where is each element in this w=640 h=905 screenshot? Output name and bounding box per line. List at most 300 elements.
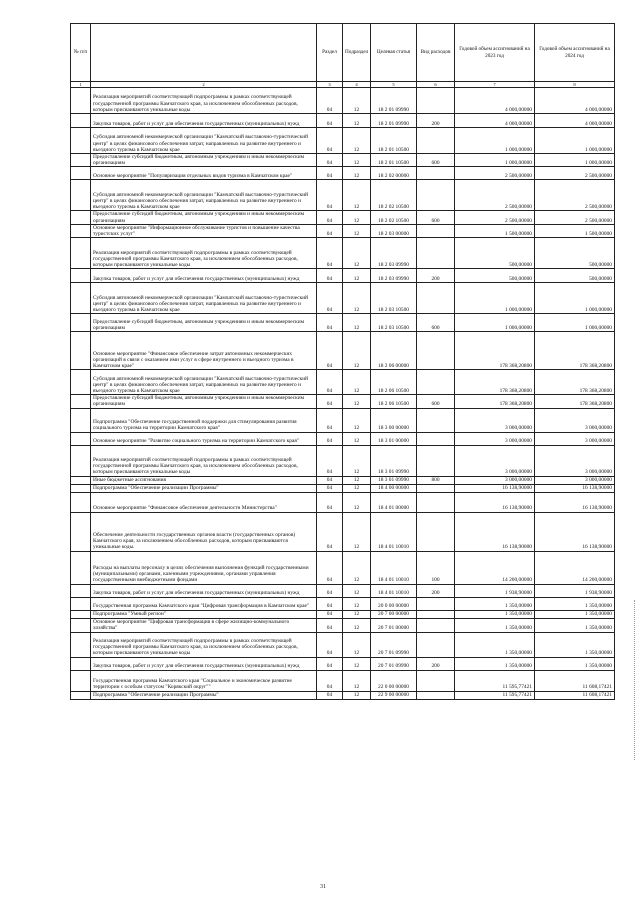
cell-num — [71, 180, 91, 211]
cell-podrazdel: 12 — [343, 445, 371, 476]
cell-2023: 2 500,00000 — [455, 211, 535, 224]
cell-2024: 2 500,00000 — [535, 167, 615, 180]
cell-2024: 16 138,90000 — [535, 492, 615, 512]
cell-csr: 20 7 01 09990 — [371, 632, 417, 657]
cell-2024: 14 200,00000 — [535, 551, 615, 584]
table-row — [71, 691, 615, 699]
cell-num — [71, 269, 91, 283]
budget-table — [70, 23, 615, 700]
cell-num — [71, 618, 91, 632]
cell-vr: 800 — [417, 476, 455, 484]
cell-razdel: 04 — [317, 180, 343, 211]
cell-2023: 3 000,00000 — [455, 408, 535, 432]
cell-2023: 4 000,00000 — [455, 88, 535, 114]
cell-podrazdel: 12 — [343, 154, 371, 167]
cell-podrazdel: 12 — [343, 691, 371, 699]
table-row — [71, 332, 615, 370]
cell-2023: 178 368,20800 — [455, 370, 535, 395]
cell-name: Государственная программа Камчатского края "Социальное и экономическое развитие территории с особым статусом "Корякский округ"" — [91, 670, 317, 691]
cell-name: Закупка товаров, работ и услуг для обеспечения государственных (муниципальных) нужд — [91, 584, 317, 597]
cell-num — [71, 597, 91, 610]
cell-name: Подпрограмма "Обеспечение реализации Программы" — [91, 484, 317, 492]
cell-2024: 3 000,00000 — [535, 476, 615, 484]
cell-podrazdel: 12 — [343, 408, 371, 432]
cell-2024: 1 350,00000 — [535, 657, 615, 670]
cell-podrazdel: 12 — [343, 224, 371, 237]
cell-vr — [417, 180, 455, 211]
cell-num — [71, 584, 91, 597]
cell-vr — [417, 512, 455, 551]
table-row — [71, 128, 615, 154]
cell-2023: 1 350,00000 — [455, 618, 535, 632]
cell-podrazdel: 12 — [343, 314, 371, 332]
table-row — [71, 657, 615, 670]
cell-podrazdel: 12 — [343, 180, 371, 211]
cell-csr: 18 2 02 00000 — [371, 167, 417, 180]
cell-razdel: 04 — [317, 618, 343, 632]
cell-2023: 1 000,00000 — [455, 128, 535, 154]
cell-podrazdel: 12 — [343, 657, 371, 670]
cell-num — [71, 492, 91, 512]
cell-razdel: 04 — [317, 224, 343, 237]
page-number: 31 — [320, 884, 326, 890]
cell-podrazdel: 12 — [343, 632, 371, 657]
col-csr-header: Целевая статья — [371, 24, 417, 82]
cell-razdel: 04 — [317, 211, 343, 224]
cell-vr — [417, 332, 455, 370]
cell-podrazdel: 12 — [343, 88, 371, 114]
table-row — [71, 476, 615, 484]
cell-name: Закупка товаров, работ и услуг для обеспечения государственных (муниципальных) нужд — [91, 657, 317, 670]
table-row — [71, 167, 615, 180]
cell-2024: 2 500,00000 — [535, 180, 615, 211]
cell-csr: 18 2 03 10500 — [371, 314, 417, 332]
header-row — [71, 24, 615, 82]
col-podrazdel-header: Подраздел — [343, 24, 371, 82]
cell-2023: 16 138,90000 — [455, 484, 535, 492]
cell-csr: 18 2 02 10500 — [371, 180, 417, 211]
cell-2023: 3 000,00000 — [455, 476, 535, 484]
cell-podrazdel: 12 — [343, 584, 371, 597]
cell-2024: 1 000,00000 — [535, 154, 615, 167]
cell-name: Иные бюджетные ассигнования — [91, 476, 317, 484]
cell-name: Подпрограмма "Умный регион" — [91, 610, 317, 618]
cell-vr — [417, 445, 455, 476]
cell-razdel: 04 — [317, 314, 343, 332]
cell-podrazdel: 12 — [343, 167, 371, 180]
cell-2023: 178 368,20800 — [455, 395, 535, 408]
cell-num — [71, 88, 91, 114]
cell-num — [71, 224, 91, 237]
col-2023-header: Годовой объем ассигнований на 2023 год — [455, 24, 535, 82]
scan-edge-line — [634, 600, 635, 760]
cell-razdel: 04 — [317, 238, 343, 269]
cell-name: Предоставление субсидий бюджетным, автономным учреждениям и иным некоммерческим организациям — [91, 314, 317, 332]
cell-csr: 18 2 01 10500 — [371, 154, 417, 167]
cell-csr: 22 9 00 00000 — [371, 691, 417, 699]
cell-num — [71, 432, 91, 445]
cell-num — [71, 512, 91, 551]
cell-podrazdel: 12 — [343, 283, 371, 314]
cell-2024: 11 608,17421 — [535, 691, 615, 699]
cell-razdel: 04 — [317, 492, 343, 512]
table-row — [71, 610, 615, 618]
cell-2023: 2 500,00000 — [455, 180, 535, 211]
index-cell: 5 — [371, 82, 417, 88]
cell-razdel: 04 — [317, 476, 343, 484]
cell-razdel: 04 — [317, 88, 343, 114]
cell-num — [71, 114, 91, 128]
cell-2023: 178 368,20800 — [455, 332, 535, 370]
cell-2023: 500,00000 — [455, 238, 535, 269]
table-row — [71, 445, 615, 476]
cell-name: Расходы на выплаты персоналу в целях обеспечения выполнения функций государственными (муниципальными) органами, казенными учреждениями, органами управления государственными внебюджетными фондами — [91, 551, 317, 584]
cell-2024: 16 138,90000 — [535, 512, 615, 551]
table-row — [71, 597, 615, 610]
cell-name: Основное мероприятие "Популяризация отдельных видов туризма в Камчатском крае" — [91, 167, 317, 180]
cell-2024: 3 000,00000 — [535, 432, 615, 445]
cell-vr: 600 — [417, 314, 455, 332]
cell-2023: 1 500,00000 — [455, 224, 535, 237]
table-row — [71, 314, 615, 332]
cell-razdel: 04 — [317, 432, 343, 445]
cell-2024: 2 500,00000 — [535, 211, 615, 224]
cell-podrazdel: 12 — [343, 610, 371, 618]
cell-num — [71, 476, 91, 484]
table-row — [71, 224, 615, 237]
cell-podrazdel: 12 — [343, 332, 371, 370]
cell-vr — [417, 492, 455, 512]
cell-name: Подпрограмма "Обеспечение государственной поддержки для стимулирования развития социального туризма на территории Камчатского края" — [91, 408, 317, 432]
cell-csr: 18 3 01 00000 — [371, 432, 417, 445]
cell-razdel: 04 — [317, 584, 343, 597]
cell-name: Основное мероприятие "Финансовое обеспечение деятельности Министерства" — [91, 492, 317, 512]
cell-razdel: 04 — [317, 332, 343, 370]
cell-2024: 4 000,00000 — [535, 114, 615, 128]
cell-csr: 20 7 01 00000 — [371, 618, 417, 632]
col-name-header — [91, 24, 317, 82]
cell-vr: 200 — [417, 114, 455, 128]
cell-2024: 1 500,00000 — [535, 224, 615, 237]
cell-num — [71, 691, 91, 699]
cell-vr — [417, 167, 455, 180]
cell-csr: 18 4 01 10010 — [371, 584, 417, 597]
cell-podrazdel: 12 — [343, 492, 371, 512]
table-row — [71, 618, 615, 632]
cell-name: Государственная программа Камчатского края "Цифровая трансформация в Камчатском крае" — [91, 597, 317, 610]
cell-razdel: 04 — [317, 484, 343, 492]
cell-podrazdel: 12 — [343, 370, 371, 395]
cell-2024: 1 350,00000 — [535, 632, 615, 657]
cell-razdel: 04 — [317, 395, 343, 408]
cell-2024: 1 350,00000 — [535, 618, 615, 632]
cell-csr: 20 0 00 00000 — [371, 597, 417, 610]
cell-csr: 18 3 01 09990 — [371, 445, 417, 476]
cell-razdel: 04 — [317, 632, 343, 657]
cell-vr — [417, 88, 455, 114]
cell-name: Предоставление субсидий бюджетным, автономным учреждениям и иным некоммерческим организациям — [91, 395, 317, 408]
cell-csr: 18 2 06 10500 — [371, 395, 417, 408]
cell-num — [71, 395, 91, 408]
cell-2023: 500,00000 — [455, 269, 535, 283]
cell-name: Субсидия автономной некоммерческой организации "Камчатский выставочно-туристический центр" в целях финансового обеспечения затрат, направленных на развитие внутреннего и въездного туризма в Камчатском крае — [91, 370, 317, 395]
cell-2024: 1 000,00000 — [535, 314, 615, 332]
cell-podrazdel: 12 — [343, 128, 371, 154]
cell-2023: 1 938,90000 — [455, 584, 535, 597]
cell-num — [71, 632, 91, 657]
table-body — [71, 88, 615, 700]
cell-csr: 18 4 00 00000 — [371, 484, 417, 492]
cell-csr: 18 2 01 09990 — [371, 88, 417, 114]
cell-podrazdel: 12 — [343, 395, 371, 408]
cell-podrazdel: 12 — [343, 597, 371, 610]
cell-2023: 1 350,00000 — [455, 597, 535, 610]
cell-podrazdel: 12 — [343, 551, 371, 584]
cell-2024: 1 350,00000 — [535, 610, 615, 618]
cell-name: Реализация мероприятий соответствующей подпрограммы в рамках соответствующей государственной программы Камчатского края, за исключением обособленных расходов, которым присваиваются уникальные коды — [91, 632, 317, 657]
cell-podrazdel: 12 — [343, 618, 371, 632]
cell-csr: 18 4 01 00000 — [371, 492, 417, 512]
cell-2023: 11 595,77421 — [455, 670, 535, 691]
table-row — [71, 154, 615, 167]
cell-razdel: 04 — [317, 551, 343, 584]
table-row — [71, 512, 615, 551]
cell-vr — [417, 238, 455, 269]
cell-num — [71, 314, 91, 332]
cell-2024: 3 000,00000 — [535, 445, 615, 476]
cell-num — [71, 484, 91, 492]
cell-2024: 500,00000 — [535, 238, 615, 269]
cell-razdel: 04 — [317, 691, 343, 699]
cell-csr: 22 0 00 00000 — [371, 670, 417, 691]
cell-num — [71, 238, 91, 269]
cell-name: Подпрограмма "Обеспечение реализации Программы" — [91, 691, 317, 699]
cell-2023: 1 350,00000 — [455, 610, 535, 618]
cell-2024: 3 000,00000 — [535, 408, 615, 432]
cell-name: Субсидия автономной некоммерческой организации "Камчатский выставочно-туристический центр" в целях финансового обеспечения затрат, направленных на развитие внутреннего и въездного туризма в Камчатском крае — [91, 180, 317, 211]
table-row — [71, 670, 615, 691]
cell-razdel: 04 — [317, 512, 343, 551]
table-row — [71, 180, 615, 211]
table-row — [71, 492, 615, 512]
table-row — [71, 432, 615, 445]
cell-csr: 18 2 02 10500 — [371, 211, 417, 224]
cell-2023: 16 138,90000 — [455, 492, 535, 512]
cell-vr: 100 — [417, 551, 455, 584]
cell-2024: 4 000,00000 — [535, 88, 615, 114]
index-cell: 3 — [317, 82, 343, 88]
cell-vr: 600 — [417, 154, 455, 167]
cell-csr: 18 4 01 10010 — [371, 512, 417, 551]
table-row — [71, 114, 615, 128]
cell-vr — [417, 224, 455, 237]
cell-vr: 200 — [417, 657, 455, 670]
index-cell: 2 — [91, 82, 317, 88]
cell-podrazdel: 12 — [343, 114, 371, 128]
cell-razdel: 04 — [317, 269, 343, 283]
cell-2023: 1 350,00000 — [455, 632, 535, 657]
cell-2023: 14 200,00000 — [455, 551, 535, 584]
cell-vr — [417, 484, 455, 492]
cell-name: Субсидия автономной некоммерческой организации "Камчатский выставочно-туристический центр" в целях финансового обеспечения затрат, направленных на развитие внутреннего и въездного туризма в Камчатском крае — [91, 128, 317, 154]
cell-razdel: 04 — [317, 128, 343, 154]
index-cell: 1 — [71, 82, 91, 88]
cell-num — [71, 128, 91, 154]
table-row — [71, 283, 615, 314]
table-row — [71, 238, 615, 269]
col-num-header: № п/п — [71, 24, 91, 82]
cell-name: Субсидия автономной некоммерческой организации "Камчатский выставочно-туристический центр" в целях финансового обеспечения затрат, направленных на развитие внутреннего и въездного туризма в Камчатском крае — [91, 283, 317, 314]
cell-vr: 200 — [417, 269, 455, 283]
table-row — [71, 370, 615, 395]
cell-vr — [417, 408, 455, 432]
cell-num — [71, 370, 91, 395]
cell-vr — [417, 597, 455, 610]
cell-2023: 1 350,00000 — [455, 657, 535, 670]
cell-csr: 18 3 00 00000 — [371, 408, 417, 432]
cell-name: Основное мероприятие "Развитие социального туризма на территории Камчатского края" — [91, 432, 317, 445]
col-razdel-header: Раздел — [317, 24, 343, 82]
cell-num — [71, 657, 91, 670]
cell-vr: 200 — [417, 584, 455, 597]
cell-vr — [417, 283, 455, 314]
cell-2023: 3 000,00000 — [455, 432, 535, 445]
cell-razdel: 04 — [317, 445, 343, 476]
index-cell: 7 — [455, 82, 535, 88]
col-vr-header: Вид расходов — [417, 24, 455, 82]
cell-podrazdel: 12 — [343, 211, 371, 224]
cell-razdel: 04 — [317, 670, 343, 691]
cell-2024: 178 368,20800 — [535, 332, 615, 370]
cell-csr: 18 2 03 10500 — [371, 283, 417, 314]
cell-2024: 1 350,00000 — [535, 597, 615, 610]
cell-2024: 500,00000 — [535, 269, 615, 283]
cell-2024: 11 608,17421 — [535, 670, 615, 691]
cell-num — [71, 283, 91, 314]
cell-podrazdel: 12 — [343, 269, 371, 283]
table-row — [71, 584, 615, 597]
cell-podrazdel: 12 — [343, 670, 371, 691]
cell-num — [71, 211, 91, 224]
cell-num — [71, 670, 91, 691]
cell-csr: 18 4 01 10010 — [371, 551, 417, 584]
cell-name: Реализация мероприятий соответствующей подпрограммы в рамках соответствующей государственной программы Камчатского края, за исключением обособленных расходов, которым присваиваются уникальные коды — [91, 238, 317, 269]
cell-2024: 1 938,90000 — [535, 584, 615, 597]
cell-2024: 1 000,00000 — [535, 128, 615, 154]
index-cell: 6 — [417, 82, 455, 88]
cell-name: Основное мероприятие "Информационное обслуживание туристов и повышение качества туристских услуг" — [91, 224, 317, 237]
cell-vr — [417, 618, 455, 632]
table-row — [71, 484, 615, 492]
index-cell: 8 — [535, 82, 615, 88]
table-row — [71, 632, 615, 657]
cell-csr: 18 2 03 00000 — [371, 224, 417, 237]
cell-vr — [417, 128, 455, 154]
cell-csr: 20 7 00 00000 — [371, 610, 417, 618]
cell-podrazdel: 12 — [343, 512, 371, 551]
cell-csr: 18 2 03 09990 — [371, 269, 417, 283]
cell-name: Закупка товаров, работ и услуг для обеспечения государственных (муниципальных) нужд — [91, 269, 317, 283]
cell-razdel: 04 — [317, 408, 343, 432]
table-row — [71, 395, 615, 408]
cell-razdel: 04 — [317, 370, 343, 395]
cell-num — [71, 610, 91, 618]
cell-name: Закупка товаров, работ и услуг для обеспечения государственных (муниципальных) нужд — [91, 114, 317, 128]
cell-razdel: 04 — [317, 283, 343, 314]
table-row — [71, 408, 615, 432]
cell-vr — [417, 632, 455, 657]
cell-vr — [417, 691, 455, 699]
cell-csr: 18 2 01 09990 — [371, 114, 417, 128]
cell-num — [71, 332, 91, 370]
cell-razdel: 04 — [317, 610, 343, 618]
cell-podrazdel: 12 — [343, 238, 371, 269]
cell-razdel: 04 — [317, 114, 343, 128]
cell-2023: 16 138,90000 — [455, 512, 535, 551]
cell-vr — [417, 432, 455, 445]
cell-2023: 4 000,00000 — [455, 114, 535, 128]
cell-name: Реализация мероприятий соответствующей подпрограммы в рамках соответствующей государственной программы Камчатского края, за исключением обособленных расходов, которым присваиваются уникальные коды — [91, 88, 317, 114]
cell-name: Предоставление субсидий бюджетным, автономным учреждениям и иным некоммерческим организациям — [91, 154, 317, 167]
cell-2024: 16 138,90000 — [535, 484, 615, 492]
cell-podrazdel: 12 — [343, 432, 371, 445]
cell-name: Основное мероприятие "Цифровая трансформация в сфере жилищно-коммунального хозяйства" — [91, 618, 317, 632]
cell-2023: 11 595,77421 — [455, 691, 535, 699]
cell-2024: 178 368,20800 — [535, 395, 615, 408]
cell-num — [71, 167, 91, 180]
col-2024-header: Годовой объем ассигнований на 2024 год — [535, 24, 615, 82]
table-row — [71, 551, 615, 584]
cell-2023: 3 000,00000 — [455, 445, 535, 476]
cell-name: Реализация мероприятий соответствующей подпрограммы в рамках соответствующей государственной программы Камчатского края, за исключением обособленных расходов, которым присваиваются уникальные коды — [91, 445, 317, 476]
cell-2023: 1 000,00000 — [455, 314, 535, 332]
cell-vr: 600 — [417, 211, 455, 224]
cell-csr: 18 2 03 09990 — [371, 238, 417, 269]
cell-vr — [417, 370, 455, 395]
cell-num — [71, 445, 91, 476]
cell-razdel: 04 — [317, 167, 343, 180]
cell-2024: 1 000,00000 — [535, 283, 615, 314]
cell-vr — [417, 610, 455, 618]
cell-name: Обеспечение деятельности государственных органов власти (государственных органов) Камчатского края, за исключением обособленных расходов, которым присваиваются уникальные коды. — [91, 512, 317, 551]
cell-csr: 18 2 01 10500 — [371, 128, 417, 154]
cell-razdel: 04 — [317, 657, 343, 670]
cell-vr: 600 — [417, 395, 455, 408]
cell-podrazdel: 12 — [343, 476, 371, 484]
cell-razdel: 04 — [317, 154, 343, 167]
cell-csr: 18 2 06 00000 — [371, 332, 417, 370]
table-row — [71, 269, 615, 283]
cell-2023: 1 000,00000 — [455, 154, 535, 167]
cell-podrazdel: 12 — [343, 484, 371, 492]
cell-name: Предоставление субсидий бюджетным, автономным учреждениям и иным некоммерческим организациям — [91, 211, 317, 224]
cell-csr: 20 7 01 09990 — [371, 657, 417, 670]
cell-csr: 18 3 01 09990 — [371, 476, 417, 484]
cell-name: Основное мероприятие "Финансовое обеспечение затрат автономных некоммерческих организаций в связи с оказанием ими услуг в сфере внутреннего и въездного туризма в Камчатском крае" — [91, 332, 317, 370]
cell-2023: 1 000,00000 — [455, 283, 535, 314]
table-row — [71, 88, 615, 114]
index-cell: 4 — [343, 82, 371, 88]
cell-vr — [417, 670, 455, 691]
cell-razdel: 04 — [317, 597, 343, 610]
cell-csr: 18 2 06 10500 — [371, 370, 417, 395]
cell-num — [71, 551, 91, 584]
cell-2024: 178 368,20800 — [535, 370, 615, 395]
cell-num — [71, 154, 91, 167]
cell-num — [71, 408, 91, 432]
table-row — [71, 211, 615, 224]
cell-2023: 2 500,00000 — [455, 167, 535, 180]
